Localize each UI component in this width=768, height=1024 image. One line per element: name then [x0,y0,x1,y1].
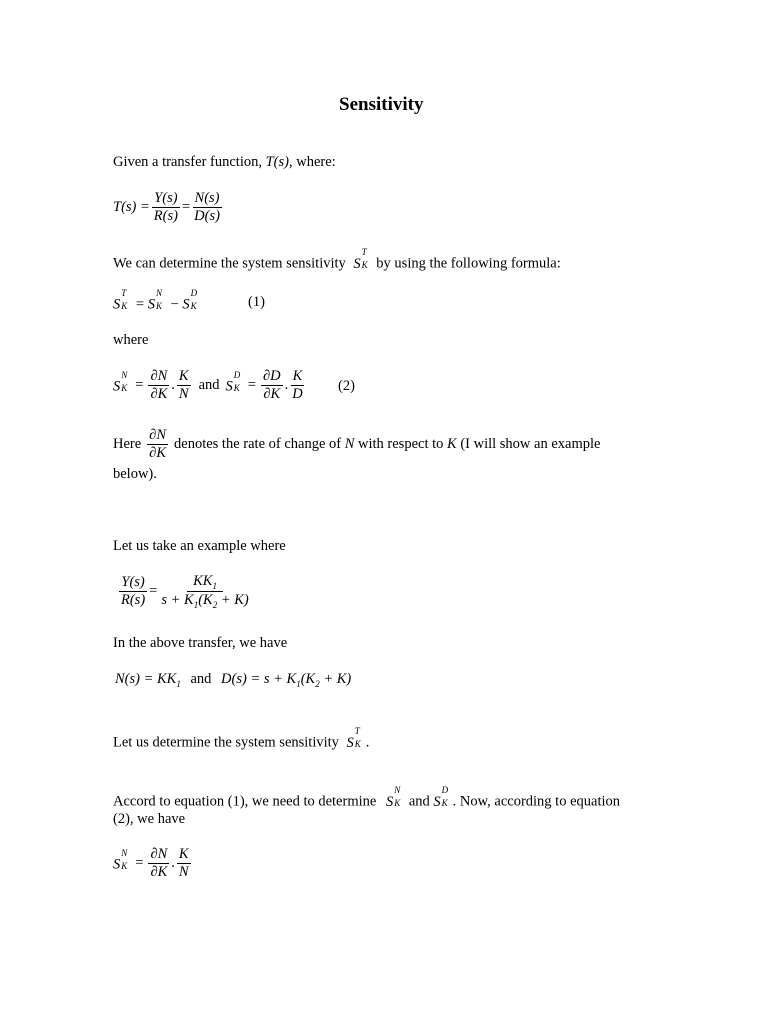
frac-k-n-final: $\frac{K}{N}$ [178,846,189,880]
frac-den: R(s) [153,208,178,224]
final-equation: S N K = $\frac{\partial N}{\partial K}$ . $\frac{K}{N}$ [113,846,189,880]
sens-text-b: by using the following formula: [376,255,561,272]
equation-1-label: (1) [248,294,265,310]
accord-text: Accord to equation (1), we need to determine S N K and S D K . Now, according to equation [113,785,621,810]
eq-sign: = [181,199,191,215]
page-title: Sensitivity [339,94,424,115]
accord-text-end: (2), we have [113,811,186,827]
frac-dd-dk: $\frac{\partial D}{\partial K}$ [262,368,281,402]
intro-text-a: Given a transfer function, [113,154,266,170]
equation-2-label: (2) [338,378,355,394]
n-d-equations: $N(s) = KK_1$ and $D(s) = s + K_1(K_2 + K)$ [115,671,352,689]
frac-kk-ex: $\frac{KK_1}{s + K_1(K_2 + K)}$ [161,573,249,610]
eq-lhs: T(s) = [113,199,150,215]
s-t-k: S T K [353,247,368,272]
transfer-equation [113,190,224,225]
equation-2: S N K = $\frac{\partial N}{\partial K}$ . $\frac{K}{N}$ and S D K = $\frac{\partial D}{\partial K}$ . $\frac{K}{D}$ [113,368,303,402]
frac-dn-dk: $\frac{\partial N}{\partial K}$ [150,368,168,402]
equation-1: S T K = S N K − S D K [113,288,198,313]
frac-k-d: $\frac{K}{D}$ [292,368,303,402]
example-transfer: In the above transfer, we have [113,635,288,651]
sens-text-a: We can determine the system sensitivity [113,255,346,272]
frac-y-r-ex: $\frac{Y(s)}{R(s)}$ [121,574,146,608]
example-intro: Let us take an example where [113,538,286,554]
where-text: where [113,332,149,348]
frac-num: Y(s) [154,190,178,206]
sensitivity-text [113,247,561,273]
frac-dn-dk-inline: $\frac{\partial N}{\partial K}$ [149,427,167,461]
intro-text-end: , where: [288,154,336,170]
frac-n-d [192,190,222,225]
intro-text [113,154,336,171]
here-text-end: below). [113,466,157,482]
frac-dn-dk-final: $\frac{\partial N}{\partial K}$ [150,846,168,880]
frac-y-r [152,190,180,225]
here-text: Here $\frac{\partial N}{\partial K}$ denotes the rate of change of N with respect to K (I will show an example [113,427,601,461]
intro-fn: T(s) [265,154,289,170]
frac-num: N(s) [194,190,220,206]
frac-k-n: $\frac{K}{N}$ [178,368,189,402]
frac-den: D(s) [194,208,220,224]
determine-text: Let us determine the system sensitivity S T K . [113,726,370,751]
example-equation: $\frac{Y(s)}{R(s)}$ = $\frac{KK_1}{s + K_1(K_2 + K)}$ [121,573,249,610]
